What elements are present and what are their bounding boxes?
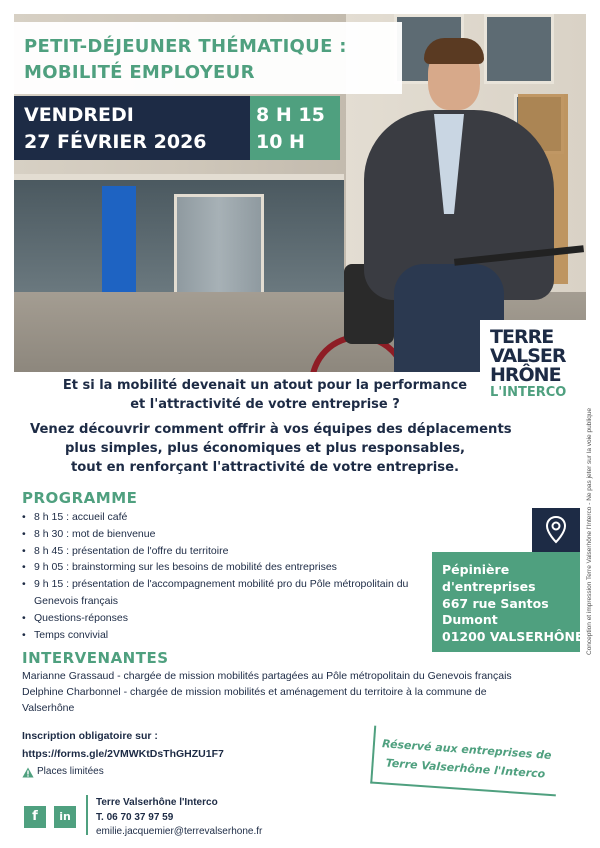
event-time-start: 8 H 15 <box>256 104 325 126</box>
reserved-badge <box>370 726 560 797</box>
footer-divider <box>86 795 88 835</box>
intro-paragraph <box>30 420 512 477</box>
speaker-line3: Valserhône <box>22 702 75 714</box>
footer-contact <box>96 796 262 840</box>
location-line4: Dumont <box>442 612 498 628</box>
registration-link[interactable]: https://forms.gle/2VMWKtDsThGHZU1F7 <box>22 748 224 760</box>
logo-line4: L'INTERCO <box>490 385 567 400</box>
registration-label: Inscription obligatoire sur : <box>22 730 158 742</box>
footer-org: Terre Valserhône l'Interco <box>96 797 218 808</box>
limited-places-text: Places limitées <box>37 766 104 777</box>
intro-question-line2: et l'attractivité de votre entreprise ? <box>130 397 400 412</box>
event-day: VENDREDI <box>24 104 134 126</box>
intro-question <box>30 376 500 414</box>
programme-item: • 9 h 05 : brainstorming sur les besoins de mobilité des entreprises <box>22 559 442 576</box>
speaker-line2: Delphine Charbonnel - chargée de mission mobilités et aménagement du territoire à la commune de <box>22 686 487 698</box>
person-hair <box>424 38 484 64</box>
intro-question-line1: Et si la mobilité devenait un atout pour la performance <box>62 378 468 393</box>
speaker-line1: Marianne Grassaud - chargée de mission mobilités partagées au Pôle métropolitain du Genevois français <box>22 670 512 682</box>
location-line1: Pépinière <box>442 562 510 577</box>
logo-line3: HRÔNE <box>490 364 561 386</box>
facebook-icon[interactable]: f <box>24 806 46 828</box>
event-title-line1: PETIT-DÉJEUNER THÉMATIQUE : <box>24 36 347 57</box>
limited-places-note <box>22 764 322 780</box>
programme-title: PROGRAMME <box>22 489 138 507</box>
programme-item: • 9 h 15 : présentation de l'accompagnement mobilité pro du Pôle métropolitain du Genevois français <box>22 576 442 610</box>
intro-paragraph-line1: Venez découvrir comment offrir à vos équipes des déplacements <box>30 422 512 437</box>
speakers-text <box>22 668 552 716</box>
intro-paragraph-line2: plus simples, plus économiques et plus responsables, <box>64 441 466 456</box>
reserved-badge-line2: Terre Valserhône l'Interco <box>385 756 546 781</box>
linkedin-icon[interactable]: in <box>54 806 76 828</box>
event-date-box <box>14 96 250 160</box>
programme-item: • 8 h 15 : accueil café <box>22 509 442 526</box>
registration-block <box>22 728 322 780</box>
speakers-title: INTERVENANTES <box>22 649 169 667</box>
footer-email[interactable]: emilie.jacquemier@terrevalserhone.fr <box>96 826 263 837</box>
programme-item: • 8 h 30 : mot de bienvenue <box>22 526 442 543</box>
event-date: 27 FÉVRIER 2026 <box>24 131 207 153</box>
location-pin-box <box>532 508 580 552</box>
event-time-box <box>250 96 340 160</box>
map-pin-icon <box>545 515 567 545</box>
event-time-end: 10 H <box>256 131 305 153</box>
location-address <box>432 552 584 652</box>
event-title-box <box>14 22 402 94</box>
window <box>484 14 554 84</box>
programme-item: • Temps convivial <box>22 627 442 644</box>
print-credit-note: Conception et impression Terre Valserhône l'Interco - Ne pas jeter sur la voie publique <box>586 407 593 655</box>
location-line5: 01200 VALSERHÔNE <box>442 629 584 645</box>
programme-item: • 8 h 45 : présentation de l'offre du territoire <box>22 543 442 560</box>
intro-paragraph-line3: tout en renforçant l'attractivité de votre entreprise. <box>70 460 460 475</box>
warning-icon <box>22 767 34 778</box>
programme-list <box>22 509 442 643</box>
location-line2: d'entreprises <box>442 578 536 594</box>
programme-item: • Questions-réponses <box>22 610 442 627</box>
logo-line2: VALSER <box>490 345 566 367</box>
logo-line1: TERRE <box>490 326 554 348</box>
footer-phone-label: T. <box>96 811 104 823</box>
footer-phone-row <box>96 811 262 826</box>
footer-phone[interactable]: 06 70 37 97 59 <box>106 811 174 823</box>
location-line3: 667 rue Santos <box>442 595 549 611</box>
reserved-badge-line1: Réservé aux entreprises de <box>381 737 552 763</box>
event-title-line2: MOBILITÉ EMPLOYEUR <box>24 62 255 83</box>
